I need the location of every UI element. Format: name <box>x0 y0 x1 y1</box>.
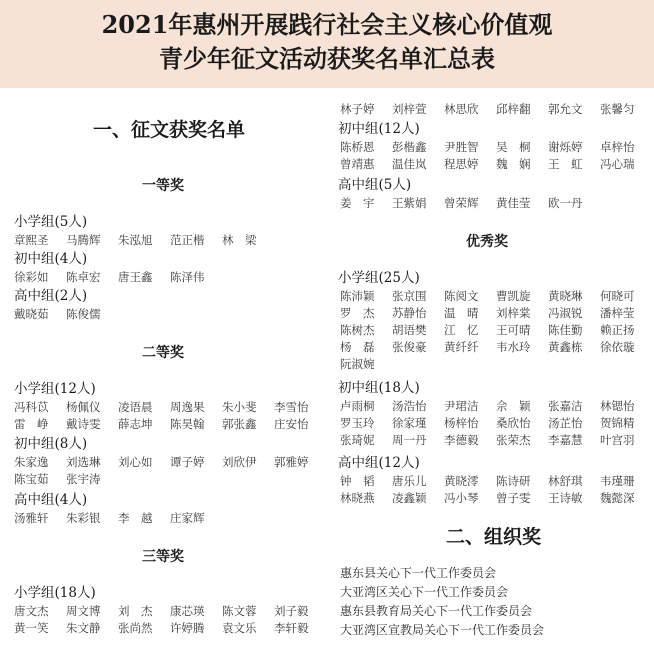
winner-name: 凌鑫颖 <box>392 491 427 505</box>
winner-name: 陈宝茹 <box>14 472 49 486</box>
winner-name: 郭雅婷 <box>274 455 309 469</box>
winner-name: 贺锦精 <box>600 416 635 430</box>
winner-name: 陈桥恩 <box>340 140 375 154</box>
winner-name: 杨 磊 <box>340 340 375 354</box>
winner-name: 朱家逸 <box>14 455 49 469</box>
winner-name: 李 越 <box>118 511 153 525</box>
winner-name: 苏静怡 <box>392 306 427 320</box>
winner-name: 冯淑锐 <box>548 306 583 320</box>
winner-name: 康芯瑛 <box>170 604 205 618</box>
winner-name: 潘梓莹 <box>600 306 635 320</box>
winner-name: 薛志坤 <box>118 417 153 431</box>
winner-name: 尹珺洁 <box>444 399 479 413</box>
winner-name: 王 虹 <box>548 157 583 171</box>
winner-name: 陈泽伟 <box>170 270 205 284</box>
winner-name: 戴晓茹 <box>14 307 49 321</box>
winner-name: 许婷腾 <box>170 621 205 635</box>
winner-name: 卢雨桐 <box>340 399 375 413</box>
winner-name: 曾子雯 <box>496 491 531 505</box>
winner-name: 朱文静 <box>66 621 101 635</box>
winner-name: 郭允文 <box>548 102 583 116</box>
page-title-line1: 2021年惠州开展践行社会主义核心价值观 <box>101 10 553 39</box>
winner-name: 陈文蓉 <box>222 604 257 618</box>
winner-name: 汤雅轩 <box>14 511 49 525</box>
winner-name: 章熙圣 <box>14 233 49 247</box>
winner-name: 袁文乐 <box>222 621 257 635</box>
name-list <box>14 454 326 488</box>
winner-name: 邱梓翻 <box>496 102 531 116</box>
winner-name: 朱彩银 <box>66 511 101 525</box>
winner-name: 李雪怡 <box>274 400 309 414</box>
winner-name: 张琦妮 <box>340 433 375 447</box>
award-heading-first: 一等奖 <box>142 178 184 194</box>
org-list-item: 大亚湾区关心下一代工作委员会 <box>340 585 509 599</box>
winner-name: 陈佳勤 <box>548 323 583 337</box>
winner-name: 陈昊翰 <box>170 417 205 431</box>
winner-name: 王可晴 <box>496 323 531 337</box>
winner-name: 朱泓旭 <box>118 233 153 247</box>
award-heading-second: 二等奖 <box>142 345 184 361</box>
award-heading-excellent: 优秀奖 <box>466 234 508 250</box>
winner-name: 周文博 <box>66 604 101 618</box>
winner-name: 黄纤纤 <box>444 340 479 354</box>
winner-name: 唐文杰 <box>14 604 49 618</box>
winner-name: 罗玉玲 <box>340 416 375 430</box>
winner-name: 张嘉洁 <box>548 399 583 413</box>
title-banner <box>0 0 654 88</box>
winner-name: 范正楷 <box>170 233 205 247</box>
section-heading-organization-awards: 二、组织奖 <box>446 526 542 548</box>
winner-name: 韦瑾珊 <box>600 474 635 488</box>
winner-name: 刘梓萱 <box>392 102 427 116</box>
name-list <box>340 101 652 118</box>
winner-name: 刘欣伊 <box>222 455 257 469</box>
group-label: 高中组(2人) <box>14 288 88 304</box>
winner-name: 陈阅文 <box>444 289 479 303</box>
winner-name: 黄佳莹 <box>496 196 531 210</box>
winner-name: 胡语樊 <box>392 323 427 337</box>
winner-name: 谭子婷 <box>170 455 205 469</box>
winner-name: 雷 峥 <box>14 417 49 431</box>
winner-name: 徐家瑾 <box>392 416 427 430</box>
winner-name: 汤芷怡 <box>548 416 583 430</box>
winner-name: 张尚然 <box>118 621 153 635</box>
winner-name: 林 梁 <box>222 233 257 247</box>
winner-name: 黄一笑 <box>14 621 49 635</box>
group-label: 初中组(18人) <box>338 380 420 396</box>
winner-name: 温 晴 <box>444 306 479 320</box>
winner-name: 陈俊儒 <box>66 307 101 321</box>
winner-name: 曹凯旋 <box>496 289 531 303</box>
winner-name: 钟 韬 <box>340 474 375 488</box>
winner-name: 马腾辉 <box>66 233 101 247</box>
winner-name: 唐王鑫 <box>118 270 153 284</box>
winner-name: 韦水玲 <box>496 340 531 354</box>
name-list <box>14 510 222 527</box>
org-list-item: 大亚湾区宣教局关心下一代工作委员会 <box>340 623 545 637</box>
winner-name: 张荣杰 <box>496 433 531 447</box>
name-list <box>340 139 652 173</box>
group-label: 高中组(4人) <box>14 492 88 508</box>
winner-name: 温佳岚 <box>392 157 427 171</box>
winner-name: 黄晓澪 <box>444 474 479 488</box>
name-list <box>340 195 600 212</box>
group-label: 小学组(5人) <box>14 214 88 230</box>
winner-name: 李嘉慧 <box>548 433 583 447</box>
winner-name: 彭楷鑫 <box>392 140 427 154</box>
winner-name: 林锶怡 <box>600 399 635 413</box>
group-label: 小学组(25人) <box>338 270 420 286</box>
winner-name: 陈诗研 <box>496 474 531 488</box>
winner-name: 刘梓棠 <box>496 306 531 320</box>
winner-name: 王诗敏 <box>548 491 583 505</box>
name-list <box>14 306 118 323</box>
winner-name: 黄鑫栋 <box>548 340 583 354</box>
winner-name: 戴诗雯 <box>66 417 101 431</box>
winner-name: 庄安怡 <box>274 417 309 431</box>
winner-name: 汤浩怡 <box>392 399 427 413</box>
winner-name: 吴 桐 <box>496 140 531 154</box>
group-label: 高中组(12人) <box>338 455 420 471</box>
name-list <box>340 288 652 373</box>
winner-name: 林舒琪 <box>548 474 583 488</box>
winner-name: 张宇涛 <box>66 472 101 486</box>
winner-name: 江 忆 <box>444 323 479 337</box>
winner-name: 周一丹 <box>392 433 427 447</box>
winner-name: 赖正扬 <box>600 323 635 337</box>
winner-name: 尹胜智 <box>444 140 479 154</box>
winner-name: 刘心如 <box>118 455 153 469</box>
winner-name: 曾荣辉 <box>444 196 479 210</box>
winner-name: 张俊豪 <box>392 340 427 354</box>
winner-name: 陈沛颖 <box>340 289 375 303</box>
winner-name: 姜 宇 <box>340 196 375 210</box>
winner-name: 杨佩仪 <box>66 400 101 414</box>
winner-name: 李德毅 <box>444 433 479 447</box>
winner-name: 庄家辉 <box>170 511 205 525</box>
name-list <box>14 269 222 286</box>
winner-name: 刘子毅 <box>274 604 309 618</box>
winner-name: 凌语晨 <box>118 400 153 414</box>
winner-name: 张馨匀 <box>600 102 635 116</box>
winner-name: 曾靖惠 <box>340 157 375 171</box>
winner-name: 何晓可 <box>600 289 635 303</box>
winner-name: 林晓燕 <box>340 491 375 505</box>
name-list <box>340 473 652 507</box>
group-label: 小学组(12人) <box>14 381 96 397</box>
winner-name: 欧一丹 <box>548 196 583 210</box>
winner-name: 徐依璇 <box>600 340 635 354</box>
winner-name: 阮淑婉 <box>340 357 375 371</box>
winner-name: 刘选琳 <box>66 455 101 469</box>
winner-name: 徐彩如 <box>14 270 49 284</box>
winner-name: 林思欣 <box>444 102 479 116</box>
winner-name: 李轩毅 <box>274 621 309 635</box>
name-list <box>340 398 652 449</box>
winner-name: 唐乐儿 <box>392 474 427 488</box>
winner-name: 程思婷 <box>444 157 479 171</box>
group-label: 高中组(5人) <box>338 177 412 193</box>
winner-name: 冯心瑞 <box>600 157 635 171</box>
winner-name: 王紫娟 <box>392 196 427 210</box>
winner-name: 周逸果 <box>170 400 205 414</box>
winner-name: 林子婷 <box>340 102 375 116</box>
section-heading-essay-awards: 一、征文获奖名单 <box>93 119 246 141</box>
winner-name: 郭张鑫 <box>222 417 257 431</box>
name-list <box>14 399 326 433</box>
winner-name: 朱小斐 <box>222 400 257 414</box>
group-label: 初中组(12人) <box>338 121 420 137</box>
winner-name: 陈卓宏 <box>66 270 101 284</box>
winner-name: 陈树杰 <box>340 323 375 337</box>
winner-name: 魏懿深 <box>600 491 635 505</box>
name-list <box>14 603 326 637</box>
group-label: 小学组(18人) <box>14 585 96 601</box>
winner-name: 魏 娴 <box>496 157 531 171</box>
award-heading-third: 三等奖 <box>142 549 184 565</box>
page-title-line2: 青少年征文活动获奖名单汇总表 <box>159 44 495 73</box>
winner-name: 佘 颖 <box>496 399 531 413</box>
winner-name: 张京围 <box>392 289 427 303</box>
org-list-item: 惠东县关心下一代工作委员会 <box>340 566 497 580</box>
winner-name: 黄晓琳 <box>548 289 583 303</box>
winner-name: 冯科苡 <box>14 400 49 414</box>
org-list-item: 惠东县教育局关心下一代工作委员会 <box>340 604 533 618</box>
group-label: 初中组(4人) <box>14 251 88 267</box>
winner-name: 桑欣怡 <box>496 416 531 430</box>
winner-name: 卓梓怡 <box>600 140 635 154</box>
winner-name: 谢烁婷 <box>548 140 583 154</box>
group-label: 初中组(8人) <box>14 436 88 452</box>
name-list <box>14 232 274 249</box>
winner-name: 罗 杰 <box>340 306 375 320</box>
winner-name: 叶宫羽 <box>600 433 635 447</box>
winner-name: 冯小琴 <box>444 491 479 505</box>
winner-name: 杨梓怡 <box>444 416 479 430</box>
winner-name: 刘 杰 <box>118 604 153 618</box>
